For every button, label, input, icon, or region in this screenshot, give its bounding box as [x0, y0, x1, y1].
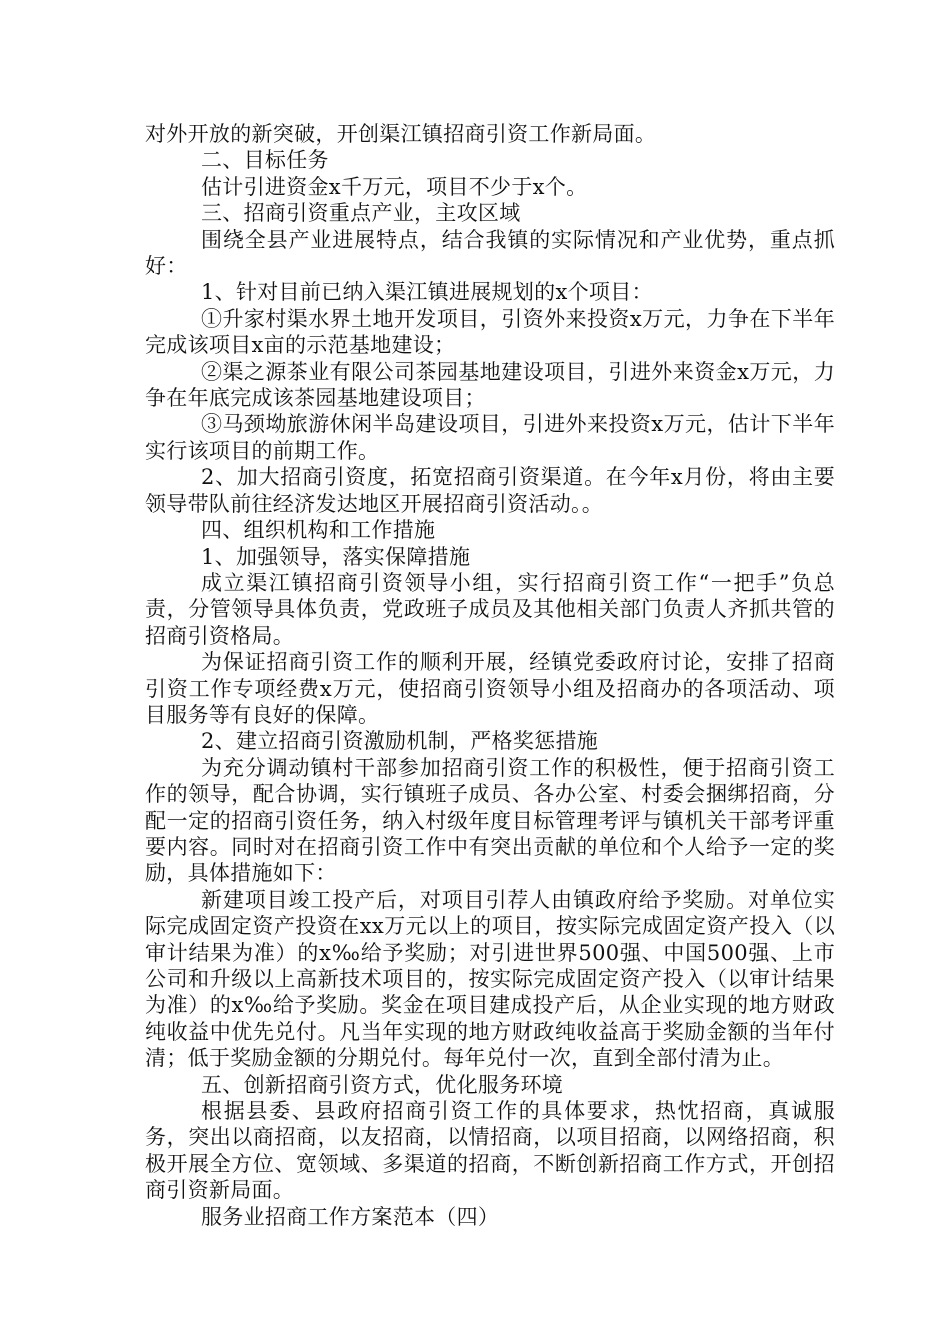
paragraph-innovation: 根据县委、县政府招商引资工作的具体要求，热忱招商，真诚服务，突出以商招商，以友招商，以情招商，以项目招商，以网络招商，积极开展全方位、宽领域、多渠道的招商，不断创新招商工作方式，开创招商引资新局面。 — [145, 1099, 835, 1203]
paragraph-project-2: ②渠之源茶业有限公司茶园基地建设项目，引进外来资金x万元，力争在年底完成该茶园基地建设项目； — [145, 359, 835, 411]
paragraph-incentives: 为充分调动镇村干部参加招商引资工作的积极性，便于招商引资工作的领导，配合协调，实行镇班子成员、各办公室、村委会捆绑招商，分配一定的招商引资任务，纳入村级年度目标管理考评与镇机关干部考评重要内容。同时对在招商引资工作中有突出贡献的单位和个人给予一定的奖励，具体措施如下： — [145, 755, 835, 886]
subheading-leadership: 1、加强领导，落实保障措施 — [201, 544, 471, 569]
paragraph-leadership-group: 成立渠江镇招商引资领导小组，实行招商引资工作“一把手”负总责，分管领导具体负责，党政班子成员及其他相关部门负责人齐抓共管的招商引资格局。 — [145, 570, 835, 648]
heading-organization: 四、组织机构和工作措施 — [201, 518, 436, 543]
section-title-next: 服务业招商工作方案范本（四） — [201, 1204, 500, 1229]
heading-innovation: 五、创新招商引资方式，优化服务环境 — [201, 1072, 564, 1097]
paragraph-goals: 估计引进资金x千万元，项目不少于x个。 — [201, 174, 588, 199]
heading-key-industries: 三、招商引资重点产业，主攻区域 — [201, 201, 521, 226]
paragraph-channels: 2、加大招商引资度，拓宽招商引资渠道。在今年x月份，将由主要领导带队前往经济发达地区开展招商引资活动。。 — [145, 465, 835, 516]
paragraph-industries-intro: 围绕全县产业进展特点，结合我镇的实际情况和产业优势，重点抓好： — [145, 227, 835, 279]
paragraph-project-3: ③马颈坳旅游休闲半岛建设项目，引进外来投资x万元，估计下半年实行该项目的前期工作。 — [145, 412, 835, 463]
paragraph-rewards: 新建项目竣工投产后，对项目引荐人由镇政府给予奖励。对单位实际完成固定资产投资在xx万元以上的项目，按实际完成固定资产投入（以审计结果为准）的x‰给予奖励；对引进世界500强、中国500强、上市公司和升级以上高新技术项目的，按实际完成固定资产投入（以审计结果为准）的x‰给予奖励。奖金在项目建成投产后，从企业实现的地方财政纯收益中优先兑付。凡当年实现的地方财政纯收益高于奖励金额的当年付清；低于奖励金额的分期兑付。每年兑付一次，直到全部付清为止。 — [145, 887, 835, 1071]
paragraph-project-1: ①升家村渠水界土地开发项目，引资外来投资x万元，力争在下半年完成该项目x亩的示范基地建设； — [145, 306, 835, 358]
document-body — [145, 121, 835, 1230]
paragraph-projects-intro: 1、针对目前已纳入渠江镇进展规划的x个项目： — [201, 280, 653, 305]
subheading-incentives: 2、建立招商引资激励机制，严格奖惩措施 — [201, 729, 599, 754]
heading-goals: 二、目标任务 — [201, 148, 329, 173]
paragraph-funding: 为保证招商引资工作的顺利开展，经镇党委政府讨论，安排了招商引资工作专项经费x万元，使招商引资领导小组及招商办的各项活动、项目服务等有良好的保障。 — [145, 650, 835, 727]
paragraph-continuation: 对外开放的新突破，开创渠江镇招商引资工作新局面。 — [145, 122, 657, 146]
